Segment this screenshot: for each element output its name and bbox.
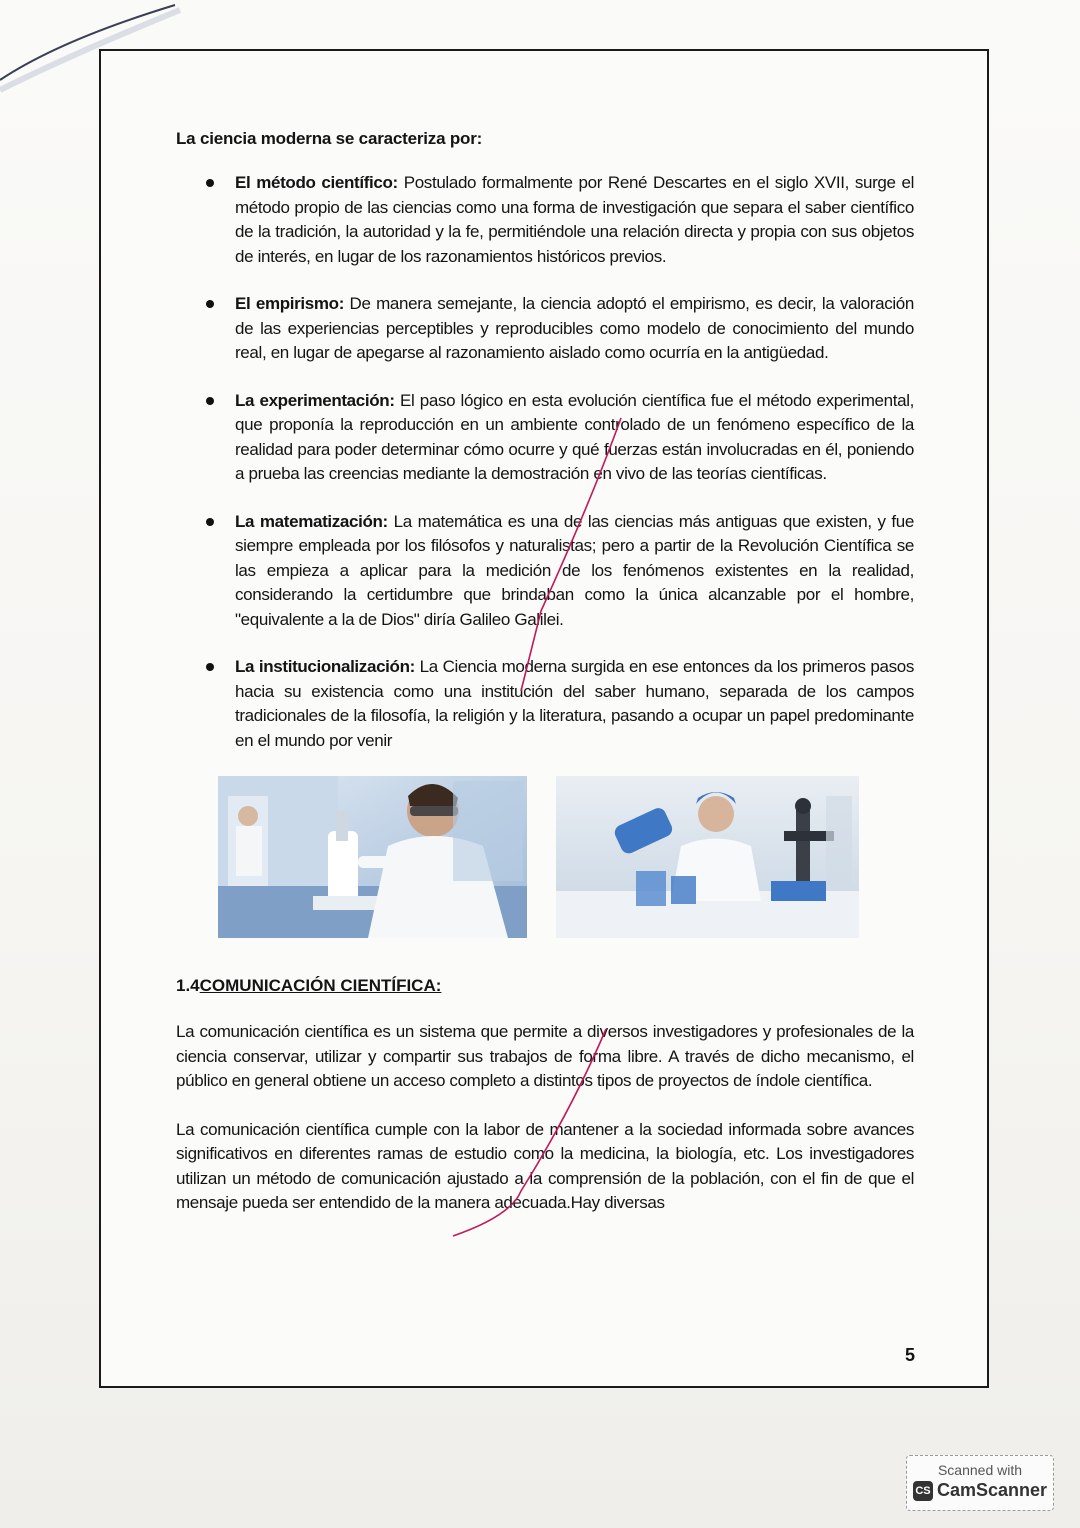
bullet-icon: [206, 179, 214, 187]
bullet-icon: [206, 663, 214, 671]
list-item-title: La experimentación:: [235, 390, 395, 410]
list-item-text: [235, 171, 914, 269]
list-item-title: El método científico:: [235, 173, 398, 192]
list-item: [176, 655, 914, 753]
section-heading: [176, 976, 914, 996]
bullet-icon: [206, 397, 214, 405]
list-item: [176, 510, 914, 633]
list-item-body: De manera semejante, la ciencia adoptó el empirismo, es decir, la valoración de las experiencias perceptibles y reproducibles como modelo de conocimiento del mundo real, en lugar de apegarse al razonamiento aislado como ocurría en la antigüedad.: [235, 294, 914, 362]
list-item: [176, 389, 914, 487]
watermark-brand-row: [907, 1480, 1053, 1501]
list-item-body: La Ciencia moderna surgida en ese entonces da los primeros pasos hacia su existencia como una institución del saber humano, separada de los campos tradicionales de la filosofía, la religión y la literatura, pasando a ocupar un papel predominante en el mundo por venir: [235, 657, 914, 750]
list-item-body: El paso lógico en esta evolución científica fue el método experimental, que proponía la reproducción en un ambiente controlado de un fenómeno específico de la realidad para poder determinar cómo ocurre y qué fuerzas están involucradas en él, poniendo a prueba las creencias mediante la demostración en vivo de las teorías científicas.: [235, 390, 914, 483]
list-item-body: La matemática es una de las ciencias más antiguas que existen, y fue siempre empleada por los filósofos y naturalistas; pero a partir de la Revolución Científica se las empieza a aplicar para la medición de los fenómenos existentes en la realidad, considerando la certidumbre que brindaban como la única alcanzable por el hombre, "equivalente a la de Dios" diría Galileo Galilei.: [235, 511, 914, 629]
list-item: [176, 171, 914, 269]
watermark-caption: Scanned with: [937, 1462, 1023, 1478]
lead-sentence: La ciencia moderna se caracteriza por:: [176, 129, 483, 148]
list-item-body: Postulado formalmente por René Descartes en el siglo XVII, surge el método propio de las ciencias como una forma de investigación que separa el saber científico de la tradición, la autoridad y la fe, permitiéndole una relación directa y propia con sus objetos de interés, en lugar de los razonamientos históricos previos.: [235, 173, 914, 266]
camscanner-watermark: [906, 1455, 1054, 1511]
list-item-text: [235, 510, 914, 633]
paragraph: La comunicación científica cumple con la labor de mantener a la sociedad informada sobre avances significativos en diferentes ramas de estudio como la medicina, la biología, etc. Los investigadores utilizan un método de comunicación ajustado a la comprensión de la población, con el fin de que el mensaje pueda ser entendido de la manera adecuada.Hay diversas: [176, 1119, 914, 1212]
list-item-text: [235, 389, 914, 487]
list-item-title: El empirismo:: [235, 294, 345, 313]
page-number: 5: [904, 1345, 915, 1365]
bullet-icon: [206, 300, 214, 308]
watermark-brand: CamScanner: [936, 1480, 1048, 1500]
section-number: 1.4: [176, 976, 200, 995]
bullet-icon: [206, 518, 214, 526]
list-item: [176, 292, 914, 366]
photo-row: [176, 776, 914, 946]
page-frame: [99, 49, 989, 1388]
section-title: COMUNICACIÓN CIENTÍFICA:: [199, 976, 442, 995]
paragraph: La comunicación científica es un sistema que permite a diversos investigadores y profesionales de la ciencia conservar, utilizar y compartir sus trabajos de forma libre. A través de dicho mecanismo, el público en general obtiene un acceso completo a distintos tipos de proyectos de índole científica.: [176, 1022, 914, 1090]
list-item-text: [235, 655, 914, 753]
characteristics-list: [176, 171, 914, 753]
list-item-title: La institucionalización:: [235, 657, 415, 676]
list-item-title: La matematización:: [235, 511, 388, 531]
camscanner-logo-icon: CS: [913, 1481, 933, 1501]
lab-photo-scientist: [556, 776, 859, 938]
page-content: [176, 129, 914, 1240]
list-item-text: [235, 292, 914, 366]
lab-photo-microscope: [218, 776, 527, 938]
